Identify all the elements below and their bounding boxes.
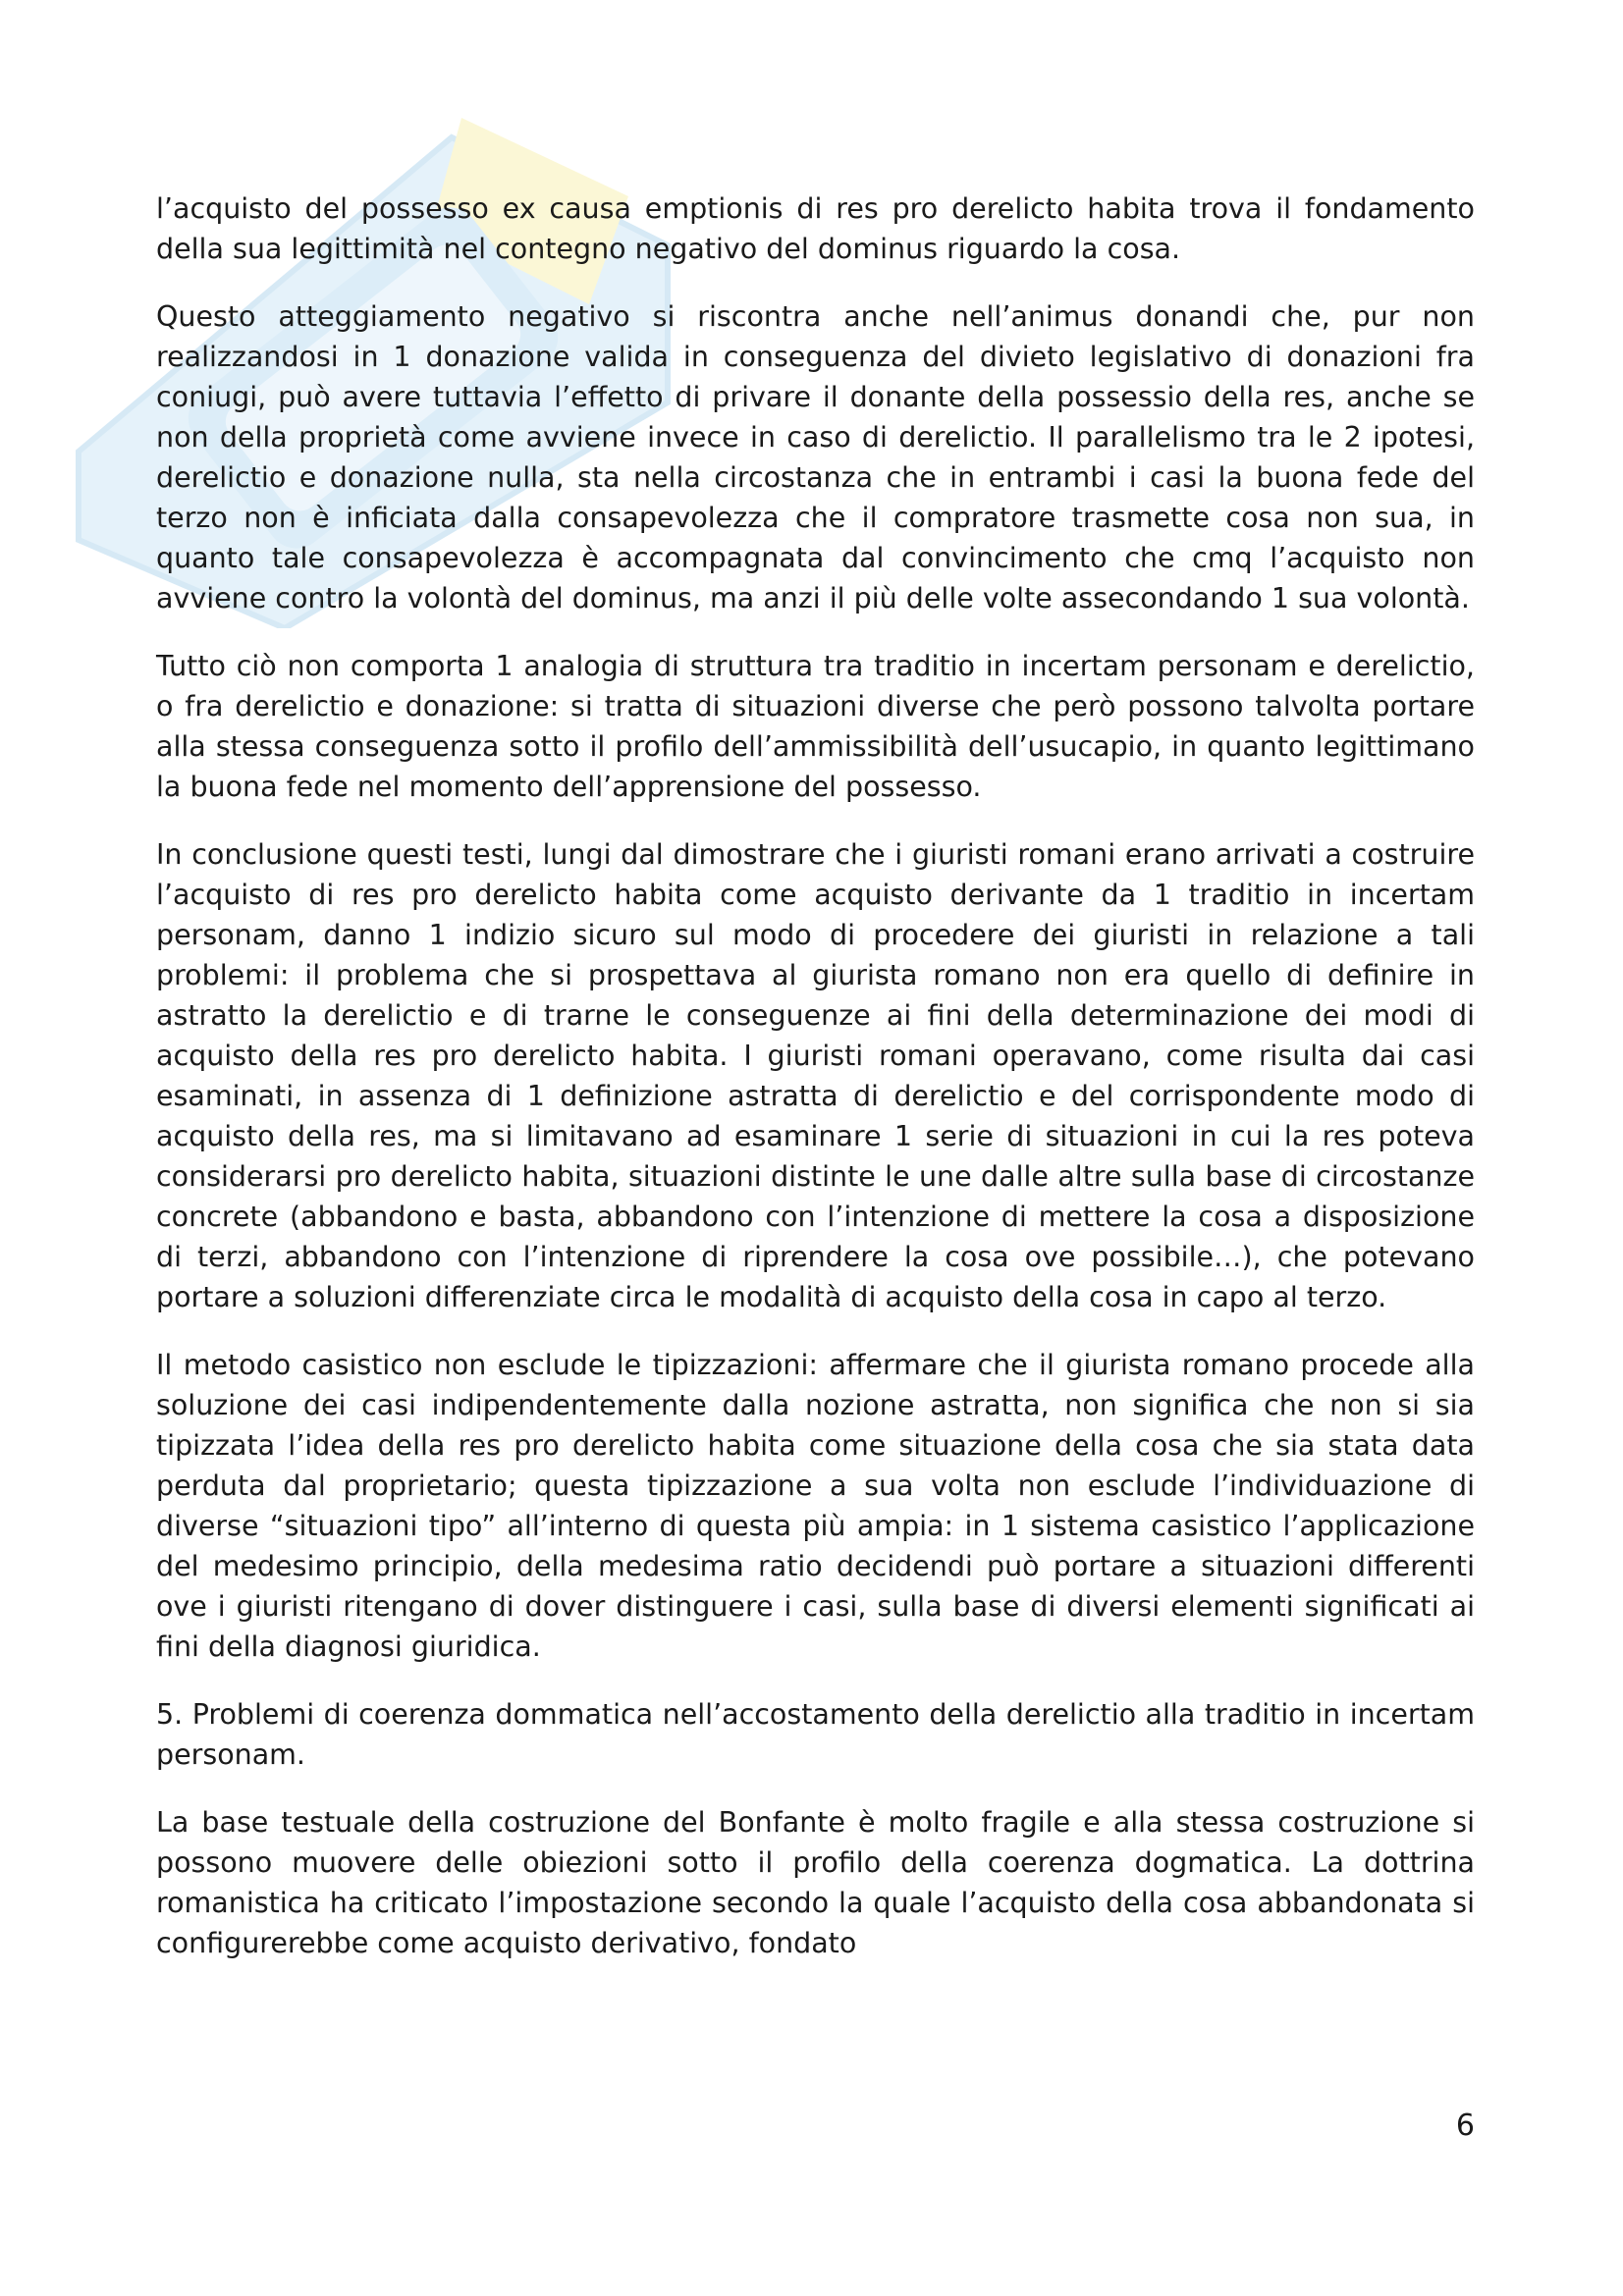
page-number: 6 [1455,2109,1475,2143]
section-heading: 5. Problemi di coerenza dommatica nell’accostamento della derelictio alla traditio in incertam personam. [156,1698,1475,1771]
document-body [156,188,1475,1991]
paragraph-2: Questo atteggiamento negativo si riscontra anche nell’animus donandi che, pur non realizzandosi in 1 donazione valida in conseguenza del divieto legislativo di donazioni fra coniugi, può avere tuttavia l’effetto di privare il donante della possessio della res, anche se non della proprietà come avviene invece in caso di derelictio. Il parallelismo tra le 2 ipotesi, derelictio e donazione nulla, sta nella circostanza che in entrambi i casi la buona fede del terzo non è inficiata dalla consapevolezza che il compratore trasmette cosa non sua, in quanto tale consapevolezza è accompagnata dal convincimento che cmq l’acquisto non avviene contro la volontà del dominus, ma anzi il più delle volte assecondando 1 sua volontà. [156,300,1475,614]
paragraph-1: l’acquisto del possesso ex causa emptionis di res pro derelicto habita trova il fondamento della sua legittimità nel contegno negativo del dominus riguardo la cosa. [156,192,1475,265]
paragraph-4: In conclusione questi testi, lungi dal dimostrare che i giuristi romani erano arrivati a costruire l’acquisto di res pro derelicto habita come acquisto derivante da 1 traditio in incertam personam, danno 1 indizio sicuro sul modo di procedere dei giuristi in relazione a tali problemi: il problema che si prospettava al giurista romano non era quello di definire in astratto la derelictio e di trarne le conseguenze ai fini della determinazione dei modi di acquisto della res pro derelicto habita. I giuristi romani operavano, come risulta dai casi esaminati, in assenza di 1 definizione astratta di derelictio e del corrispondente modo di acquisto della res, ma si limitavano ad esaminare 1 serie di situazioni in cui la res poteva considerarsi pro derelicto habita, situazioni distinte le une dalle altre sulla base di circostanze concrete (abbandono e basta, abbandono con l’intenzione di mettere la cosa a disposizione di terzi, abbandono con l’intenzione di riprendere la cosa ove possibile…), che potevano portare a soluzioni differenziate circa le modalità di acquisto della cosa in capo al terzo. [156,838,1475,1313]
paragraph-3: Tutto ciò non comporta 1 analogia di struttura tra traditio in incertam personam e derelictio, o fra derelictio e donazione: si tratta di situazioni diverse che però possono talvolta portare alla stessa conseguenza sotto il profilo dell’ammissibilità dell’usucapio, in quanto legittimano la buona fede nel momento dell’apprensione del possesso. [156,650,1475,803]
paragraph-5: Il metodo casistico non esclude le tipizzazioni: affermare che il giurista romano procede alla soluzione dei casi indipendentemente dalla nozione astratta, non significa che non si sia tipizzata l’idea della res pro derelicto habita come situazione della cosa che sia stata data perduta dal proprietario; questa tipizzazione a sua volta non esclude l’individuazione di diverse “situazioni tipo” all’interno di questa più ampia: in 1 sistema casistico l’applicazione del medesimo principio, della medesima ratio decidendi può portare a situazioni differenti ove i giuristi ritengano di dover distinguere i casi, sulla base di diversi elementi significati ai fini della diagnosi giuridica. [156,1349,1475,1663]
paragraph-6: La base testuale della costruzione del Bonfante è molto fragile e alla stessa costruzione si possono muovere delle obiezioni sotto il profilo della coerenza dogmatica. La dottrina romanistica ha criticato l’impostazione secondo la quale l’acquisto della cosa abbandonata si configurerebbe come acquisto derivativo, fondato [156,1806,1475,1959]
